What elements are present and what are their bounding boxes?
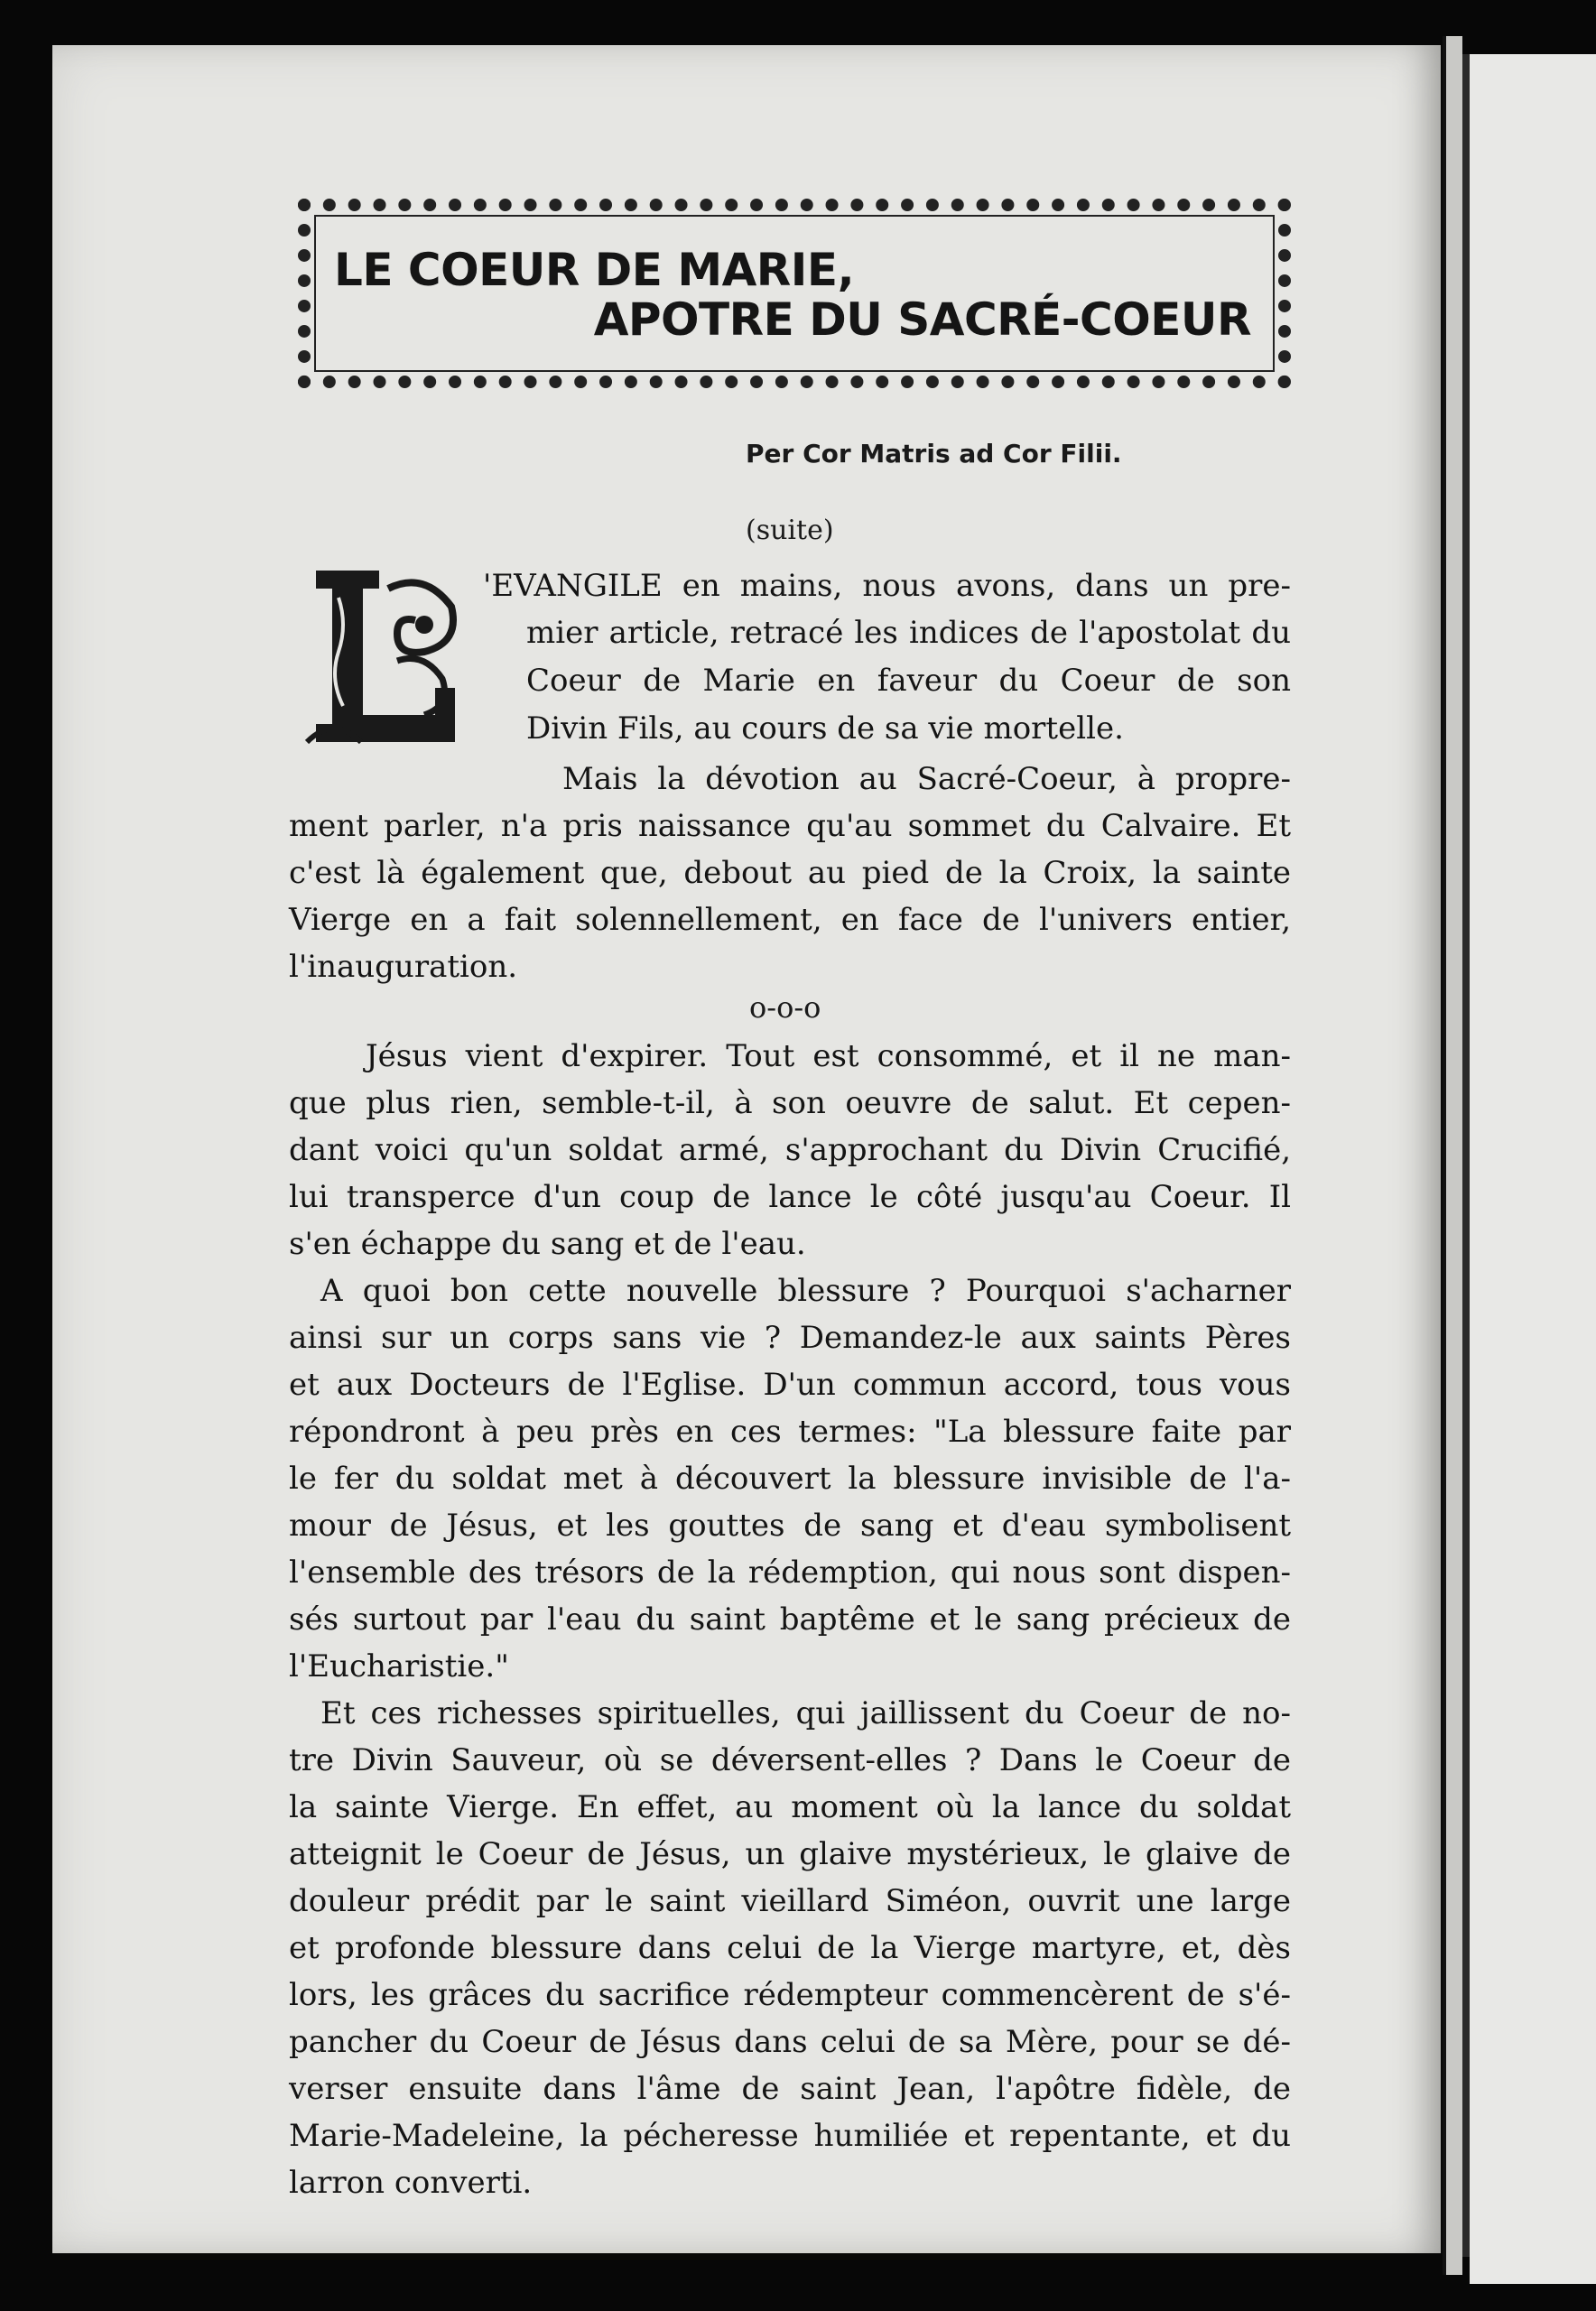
ornate-dropcap-icon xyxy=(298,562,469,749)
text-line: Divin Fils, au cours de sa vie mortelle. xyxy=(526,710,1124,747)
text-line: ainsi sur un corps sans vie ? Demandez-le aux saints Pères xyxy=(289,1320,1291,1356)
text-line: que plus rien, semble-t-il, à son oeuvre de salut. Et cepen- xyxy=(289,1085,1291,1121)
text-line: l'ensemble des trésors de la rédemption, qui nous sont dispen- xyxy=(289,1555,1291,1591)
text-line: ment parler, n'a pris naissance qu'au sommet du Calvaire. Et xyxy=(289,808,1291,844)
text-line: c'est là également que, debout au pied de la Croix, la sainte xyxy=(289,855,1291,891)
text-line: Vierge en a fait solennellement, en face de l'univers entier, xyxy=(289,902,1291,938)
text-line: l'inauguration. xyxy=(289,949,518,985)
continuation-note: (suite) xyxy=(746,515,834,546)
text-line: mour de Jésus, et les gouttes de sang et d'eau symbolisent xyxy=(289,1508,1291,1544)
text-line: mier article, retracé les indices de l'apostolat du xyxy=(526,615,1291,651)
epigraph: Per Cor Matris ad Cor Filii. xyxy=(746,439,1122,469)
text-line: lui transperce d'un coup de lance le côté jusqu'au Coeur. Il xyxy=(289,1179,1291,1215)
text-line: douleur prédit par le saint vieillard Siméon, ouvrit une large xyxy=(289,1883,1291,1919)
text-line: atteignit le Coeur de Jésus, un glaive mystérieux, le glaive de xyxy=(289,1836,1291,1872)
text-line: le fer du soldat met à découvert la blessure invisible de l'a- xyxy=(289,1461,1291,1497)
text-line: dant voici qu'un soldat armé, s'approchant du Divin Crucifié, xyxy=(289,1132,1291,1168)
text-line: et profonde blessure dans celui de la Vierge martyre, et, dès xyxy=(289,1930,1291,1966)
binding-edge xyxy=(1462,54,1470,2257)
text-line: Coeur de Marie en faveur du Coeur de son xyxy=(526,663,1291,699)
text-line: l'Eucharistie." xyxy=(289,1648,509,1685)
text-line: A quoi bon cette nouvelle blessure ? Pourquoi s'acharner xyxy=(320,1273,1291,1309)
text-line: pancher du Coeur de Jésus dans celui de sa Mère, pour se dé- xyxy=(289,2024,1291,2060)
text-line: 'EVANGILE en mains, nous avons, dans un pre- xyxy=(483,568,1291,604)
page-title-line-1: LE COEUR DE MARIE, xyxy=(334,244,855,296)
text-line: répondront à peu près en ces termes: "La blessure faite par xyxy=(289,1414,1291,1450)
text-line: Marie-Madeleine, la pécheresse humiliée et repentante, et du xyxy=(289,2118,1291,2154)
text-line: la sainte Vierge. En effet, au moment où la lance du soldat xyxy=(289,1789,1291,1825)
facing-page xyxy=(1470,54,1596,2284)
text-line: Et ces richesses spirituelles, qui jaillissent du Coeur de no- xyxy=(320,1695,1291,1731)
text-line: et aux Docteurs de l'Eglise. D'un commun accord, tous vous xyxy=(289,1367,1291,1403)
spine-shadow xyxy=(1443,36,1446,2275)
text-line: Mais la dévotion au Sacré-Coeur, à propre- xyxy=(562,761,1291,797)
text-line: tre Divin Sauveur, où se déversent-elles ? Dans le Coeur de xyxy=(289,1742,1291,1778)
text-line: larron converti. xyxy=(289,2165,533,2201)
text-line: s'en échappe du sang et de l'eau. xyxy=(289,1226,806,1262)
text-line: Jésus vient d'expirer. Tout est consommé, et il ne man- xyxy=(366,1038,1291,1074)
section-separator: o-o-o xyxy=(749,990,821,1025)
text-line: sés surtout par l'eau du saint baptême et le sang précieux de xyxy=(289,1601,1291,1638)
text-line: lors, les grâces du sacrifice rédempteur commencèrent de s'é- xyxy=(289,1977,1291,2013)
text-line: verser ensuite dans l'âme de saint Jean, l'apôtre fidèle, de xyxy=(289,2071,1291,2107)
page-title-line-2: APOTRE DU SACRÉ-COEUR xyxy=(593,293,1251,346)
